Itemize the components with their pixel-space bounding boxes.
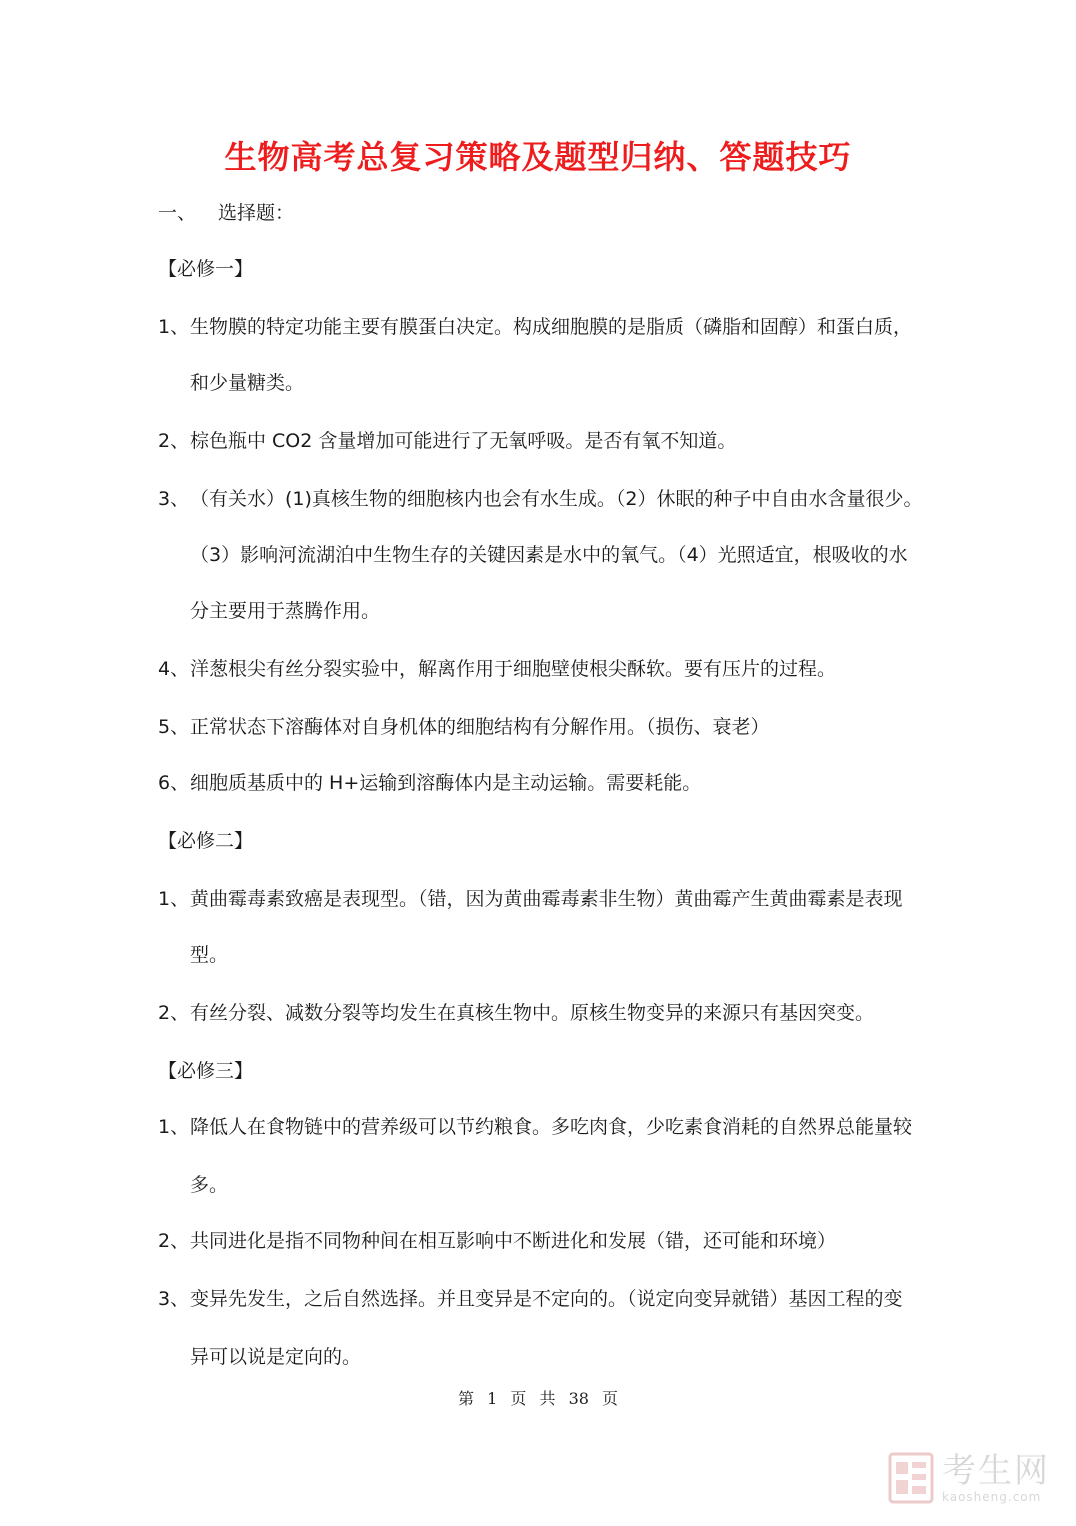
list-item-number: 2、 [158,430,190,452]
list-item-number: 1、 [158,888,190,910]
list-item-text: 变异先发生，之后自然选择。并且变异是不定向的。（说定向变异就错）基因工程的变 [190,1288,903,1310]
list-item-text: 和少量糖类。 [190,372,305,394]
kaosheng-logo-icon [888,1452,934,1504]
section-label: 选择题： [218,202,295,224]
list-item-text: 型。 [190,944,229,966]
list-item-text: 黄曲霉毒素致癌是表现型。（错，因为黄曲霉毒素非生物）黄曲霉产生黄曲霉素是表现 [190,888,903,910]
watermark-url: kaosheng.com [942,1490,1042,1504]
list-item-number: 2、 [158,1230,190,1252]
list-item-text: 生物膜的特定功能主要有膜蛋白决定。构成细胞膜的是脂质（磷脂和固醇）和蛋白质， [190,316,913,338]
footer-gong: 共 [539,1389,556,1408]
list-item-text: 异可以说是定向的。 [190,1346,362,1368]
list-item-text: 正常状态下溶酶体对自身机体的细胞结构有分解作用。（损伤、衰老） [190,716,770,738]
list-item-number: 3、 [158,488,190,510]
watermark-name: 考生网 [942,1451,1050,1491]
list-item-text: 洋葱根尖有丝分裂实验中，解离作用于细胞壁使根尖酥软。要有压片的过程。 [190,658,837,680]
subsection-header-b2: 【必修二】 [158,830,254,852]
list-item-text: 共同进化是指不同物种间在相互影响中不断进化和发展（错，还可能和环境） [190,1230,837,1252]
watermark [888,1452,1058,1508]
list-item-text: 多。 [190,1174,229,1196]
list-item-number: 1、 [158,1116,190,1138]
list-item-text: 分主要用于蒸腾作用。 [190,600,381,622]
footer-total-pages: 38 [568,1389,589,1408]
list-item-number: 5、 [158,716,190,738]
subsection-header-b1: 【必修一】 [158,258,254,280]
section-heading-choice [158,200,294,226]
list-item-text: 降低人在食物链中的营养级可以节约粮食。多吃肉食，少吃素食消耗的自然界总能量较 [190,1116,913,1138]
footer-ye: 页 [510,1389,527,1408]
list-item-text: 有丝分裂、减数分裂等均发生在真核生物中。原核生物变异的来源只有基因突变。 [190,1002,875,1024]
list-item-text: （有关水）(1)真核生物的细胞核内也会有水生成。（2）休眠的种子中自由水含量很少。 [190,488,923,510]
page-footer [0,1386,1076,1409]
list-item-number: 2、 [158,1002,190,1024]
list-item-text: 细胞质基质中的 H+运输到溶酶体内是主动运输。需要耗能。 [190,772,702,794]
footer-page-number: 1 [487,1389,498,1408]
subsection-header-b3: 【必修三】 [158,1060,254,1082]
footer-ye: 页 [602,1389,619,1408]
list-item-number: 3、 [158,1288,190,1310]
document-title: 生物高考总复习策略及题型归纳、答题技巧 [224,138,852,176]
section-number: 一、 [158,202,197,224]
list-item-number: 1、 [158,316,190,338]
list-item-number: 6、 [158,772,190,794]
list-item-number: 4、 [158,658,190,680]
list-item-text: 棕色瓶中 CO2 含量增加可能进行了无氧呼吸。是否有氧不知道。 [190,430,737,452]
footer-di: 第 [457,1389,474,1408]
list-item-text: （3）影响河流湖泊中生物生存的关键因素是水中的氧气。（4）光照适宜，根吸收的水 [190,544,908,566]
